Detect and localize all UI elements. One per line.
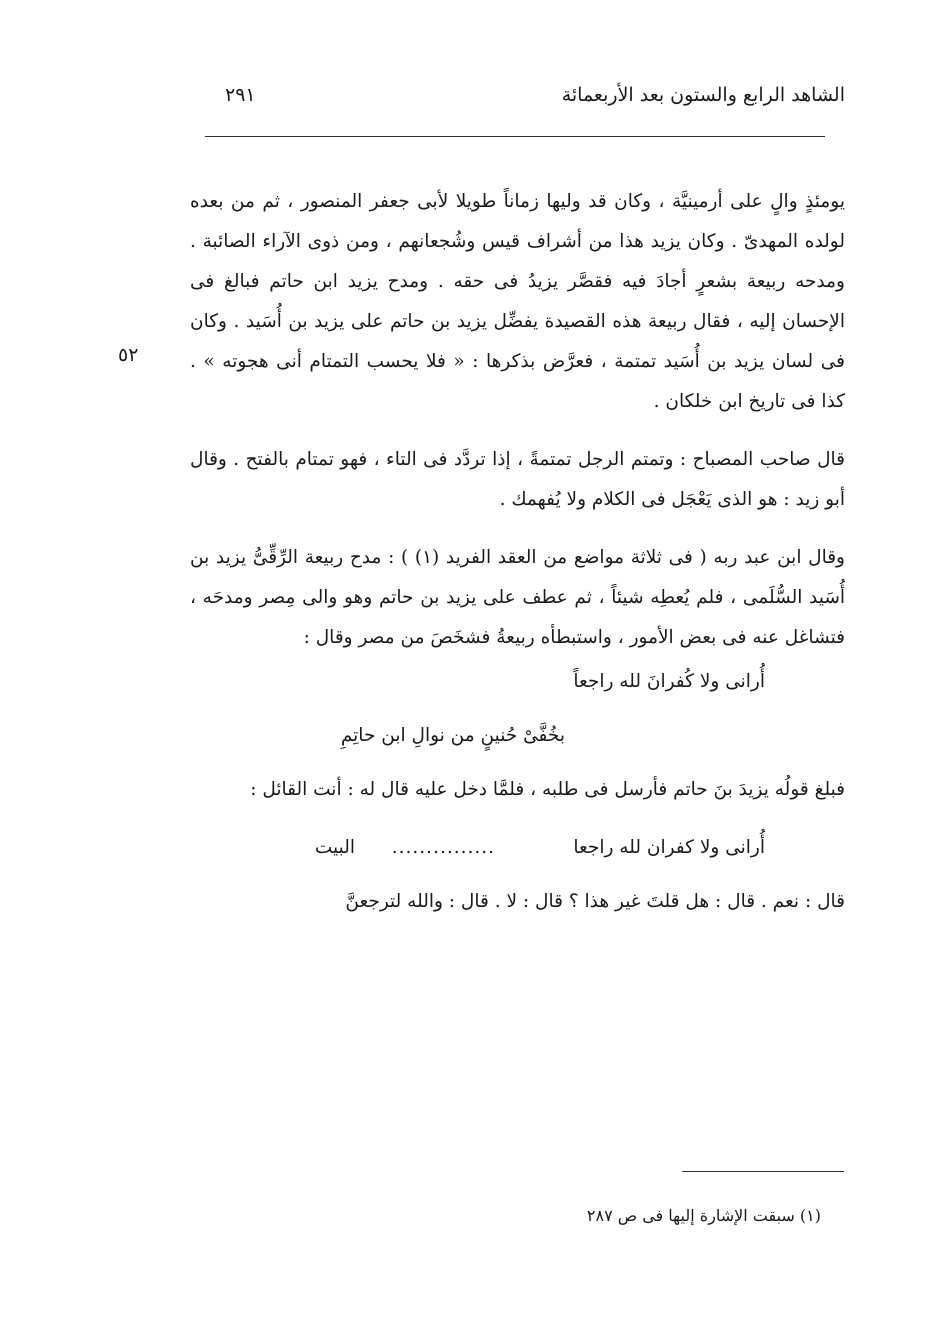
footnote: (١) سبقت الإشارة إليها فى ص ٢٨٧ (586, 1206, 821, 1225)
quote-suffix: البيت (314, 837, 355, 858)
running-title: الشاهد الرابع والستون بعد الأربعمائة (561, 84, 845, 106)
ellipsis-dots: ............... (391, 837, 495, 858)
verse-line-1: أُرانى ولا كُفرانَ لله راجعاً (573, 671, 765, 692)
running-header (205, 84, 845, 118)
quoted-hemistich: أُرانى ولا كفران لله راجعا (573, 837, 765, 858)
main-text (190, 182, 845, 922)
paragraph-4: فبلغ قولُه يزيدَ بنَ حاتم فأرسل فى طلبه ، فلمَّا دخل عليه قال له : أنت القائل : (250, 779, 845, 800)
paragraph-1: يومئذٍ والٍ على أرمينيَّة ، وكان قد وليها زماناً طويلا لأبى جعفر المنصور ، ثم من بعده لولده المهدىّ . وكان يزيد هذا من أشراف قيس وشُجعانهم ، ومن ذوى الآراء الصائبة . ومدحه ربيعة بشعرٍ أجادَ فيه فقصَّر يزيدُ فى حقه . ومدح يزيد ابن حاتم فبالغ فى الإحسان إليه ، فقال ربيعة هذه القصيدة يفضِّل يزيد بن حاتم على يزيد بن أُسَيد . وكان فى لسان يزيد بن أُسَيد تمتمة ، فعرَّض بذكرها : « فلا يحسب التمتام أنى هجوته » . كذا فى تاريخ ابن خلكان . (190, 191, 845, 412)
verse-line-2: بخُفَّىْ حُنينٍ من نوالِ ابن حاتِمِ (340, 725, 565, 746)
paragraph-3: وقال ابن عبد ربه ( فى ثلاثة مواضع من العقد الفريد (١) ) : مدح ربيعة الرِّقِّىُّ يزيد بن أُسَيد السُّلَمى ، فلم يُعطِه شيئاً ، ثم عطف على يزيد بن حاتم وهو والى مِصر ومدحَه ، فتشاغل عنه فى بعض الأمور ، واستبطأه ربيعةُ فشخَصَ من مصر وقال : (190, 547, 845, 648)
header-rule (205, 136, 825, 137)
page-number: ٢٩١ (225, 84, 256, 106)
paragraph-5: قال : نعم . قال : هل قلتَ غير هذا ؟ قال : لا . قال : والله لترجعنَّ (345, 891, 845, 912)
footnote-rule (682, 1171, 844, 1172)
paragraph-2: قال صاحب المصباح : وتمتم الرجل تمتمةً ، إذا تردَّد فى التاء ، فهو تمتام بالفتح . وقال أبو زيد : هو الذى يَعْجَل فى الكلام ولا يُفهمك . (190, 449, 845, 510)
quoted-verse-line (190, 828, 845, 868)
margin-number: ٥٢ (118, 344, 139, 366)
